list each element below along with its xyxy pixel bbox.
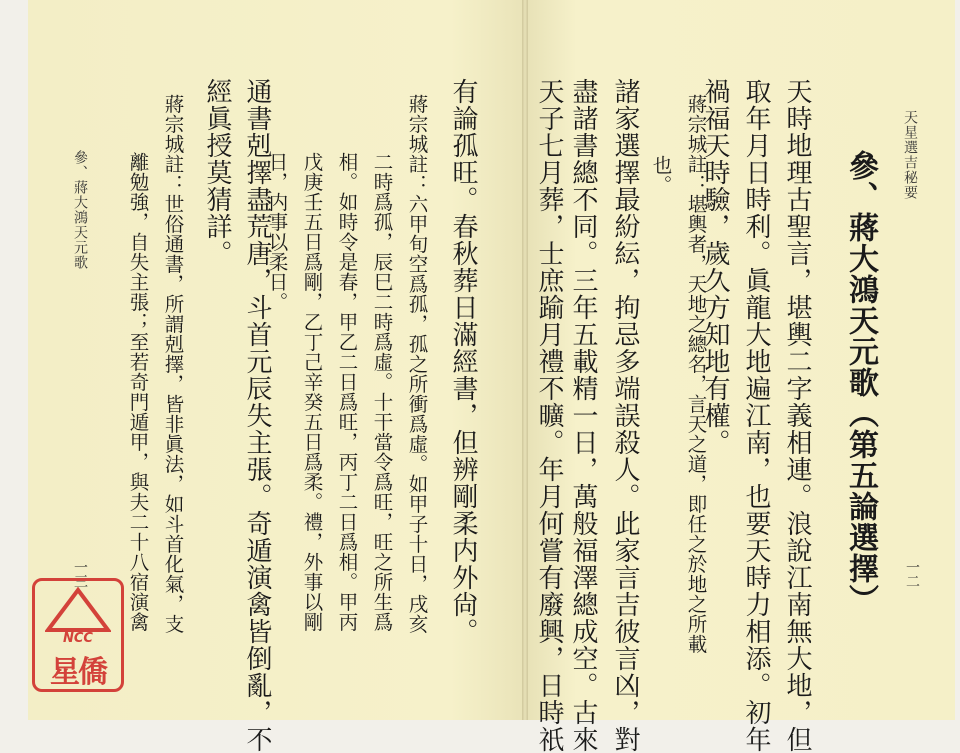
ncc-watermark-stamp	[32, 578, 124, 692]
left-col-5-note: 戊庚壬五日爲剛，乙丁己辛癸五日爲柔。禮，外事以剛	[300, 152, 324, 632]
left-col-3-note: 二時爲孤，辰巳二時爲虛。十干當令爲旺，旺之所生爲	[370, 152, 394, 632]
right-col-8: 天子七月葬，士庶踰月禮不曠。年月何嘗有廢興，日時祇	[534, 78, 564, 753]
right-col-3: 禍福天時驗，歲久方知地有權。	[700, 78, 730, 456]
right-col-5-note: 也。	[649, 155, 673, 195]
right-col-4-note: 蔣宗城註：堪輿者，天地之總名，言天之道，即任之於地之所載	[684, 94, 708, 654]
left-running-head: 參、蔣大鴻天元歌	[72, 150, 88, 270]
right-col-7: 盡諸書總不同。三年五載精一日，萬般福澤總成空。古來	[568, 78, 598, 753]
stamp-ncc-text: NCC	[63, 631, 93, 646]
left-col-7: 通書剋擇盡荒唐，斗首元辰失主張。奇遁演禽皆倒亂，不	[242, 78, 272, 753]
right-col-1: 天時地理古聖言，堪輿二字義相連。浪說江南無大地，但	[782, 78, 812, 753]
left-col-6-note: 日，内事以柔日。	[265, 152, 289, 312]
left-col-2-note: 蔣宗城註：六甲旬空爲孤，孤之所衝爲虛。如甲子十日，戌亥	[405, 94, 429, 634]
right-col-6: 諸家選擇最紛紜，拘忌多端誤殺人。此家言吉彼言凶，對	[610, 78, 640, 753]
chapter-title: 參、蔣大鴻天元歌（第五論選擇）	[843, 150, 878, 615]
left-page-number: 一三	[72, 560, 88, 588]
right-page-number: 一二	[904, 560, 920, 588]
left-col-9-note: 蔣宗城註：世俗通書，所謂剋擇，皆非眞法，如斗首化氣，支	[161, 94, 185, 634]
left-col-10-note: 離勉強，自失主張；至若奇門遁甲，與夫二十八宿演禽	[126, 152, 150, 632]
stamp-brand-text: 星僑	[50, 655, 106, 690]
left-col-1: 有論孤旺。春秋葬日滿經書，但辨剛柔内外尙。	[448, 78, 478, 645]
left-col-8: 經眞授莫猜詳。	[202, 78, 232, 267]
triangle-logo-icon	[45, 587, 111, 633]
book-spine	[522, 0, 528, 720]
right-running-head: 天星選吉秘要	[902, 110, 918, 200]
left-col-4-note: 相。如時令是春，甲乙二日爲旺，丙丁二日爲相。甲丙	[335, 152, 359, 632]
right-col-2: 取年月日時利。眞龍大地遍江南，也要天時力相添。初年	[741, 78, 771, 753]
